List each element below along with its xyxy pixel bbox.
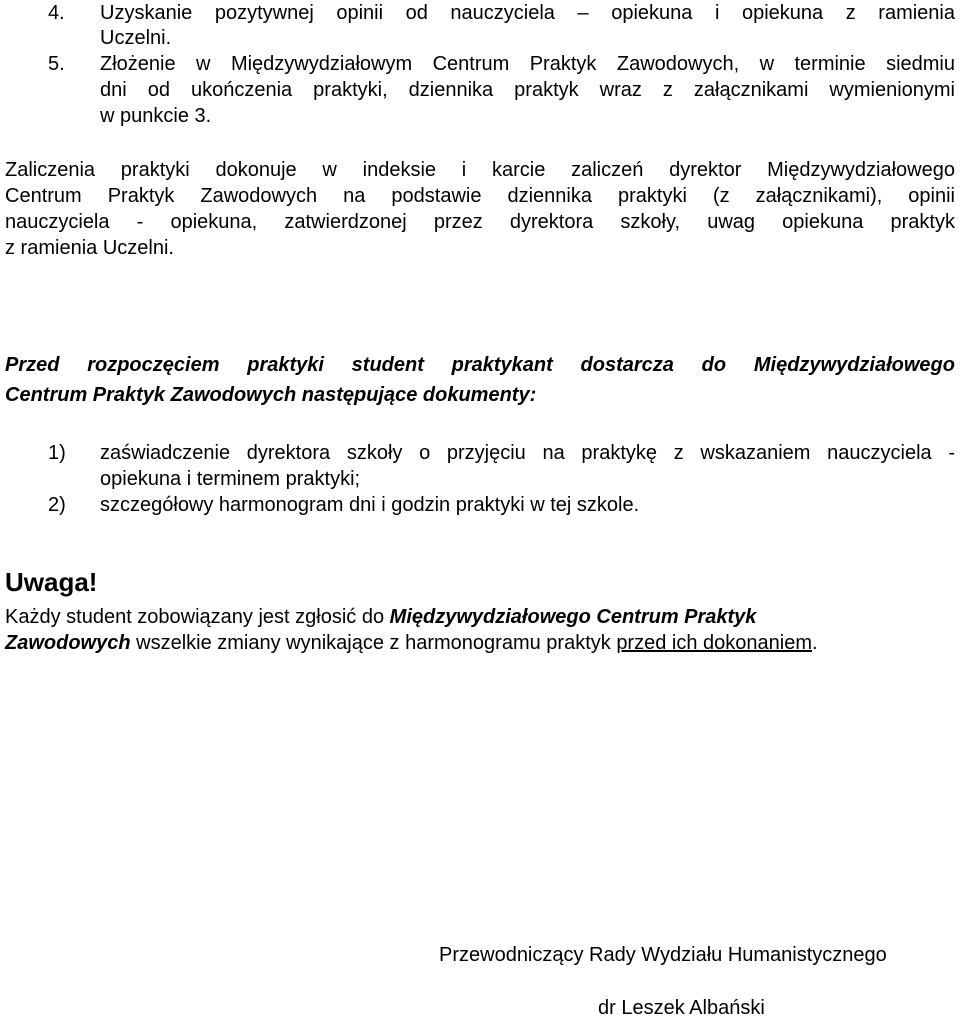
documents-item-1-line-2: opiekuna i terminem praktyki; (100, 468, 361, 490)
documents-item-1-line-1: zaświadczenie dyrektora szkoły o przyjęciu na praktykę z wskazaniem nauczyciela - (100, 442, 955, 464)
note-text: Każdy student zobowiązany jest zgłosić do (5, 606, 390, 628)
list-number: 2) (48, 494, 66, 516)
note-text: . (812, 632, 818, 654)
signature-name: dr Leszek Albański (598, 997, 765, 1019)
signature-title: Przewodniczący Rady Wydziału Humanistycznego (439, 944, 887, 966)
note-line-2 (5, 630, 818, 656)
paragraph-line: z ramienia Uczelni. (5, 237, 174, 259)
list-item-4-line-1: Uzyskanie pozytywnej opinii od nauczyciela – opiekuna i opiekuna z ramienia (100, 2, 955, 24)
list-number: 1) (48, 442, 66, 464)
list-item-4-line-2: Uczelni. (100, 27, 172, 49)
list-number: 5. (48, 53, 65, 75)
paragraph-line: Zaliczenia praktyki dokonuje w indeksie i karcie zaliczeń dyrektor Międzywydziałowego (5, 159, 955, 181)
note-line-1 (5, 604, 756, 630)
note-title: Uwaga! (5, 567, 98, 597)
note-text: wszelkie zmiany wynikające z harmonogramu praktyk (130, 632, 617, 654)
list-item-5-line-3: w punkcie 3. (100, 105, 212, 127)
note-emphasis: Międzywydziałowego Centrum Praktyk (389, 606, 757, 628)
heading-line: Przed rozpoczęciem praktyki student praktykant dostarcza do Międzywydziałowego (5, 354, 955, 376)
paragraph-line: nauczyciela - opiekuna, zatwierdzonej przez dyrektora szkoły, uwag opiekuna praktyk (5, 211, 955, 233)
heading-line: Centrum Praktyk Zawodowych następujące dokumenty: (5, 384, 537, 406)
note-underlined: przed ich dokonaniem (616, 632, 812, 654)
documents-item-2-line-1: szczegółowy harmonogram dni i godzin praktyki w tej szkole. (100, 494, 640, 516)
note-emphasis: Zawodowych (5, 632, 131, 654)
list-item-5-line-2: dni od ukończenia praktyki, dziennika praktyk wraz z załącznikami wymienionymi (100, 79, 955, 101)
paragraph-line: Centrum Praktyk Zawodowych na podstawie dziennika praktyki (z załącznikami), opinii (5, 185, 955, 207)
list-item-5-line-1: Złożenie w Międzywydziałowym Centrum Praktyk Zawodowych, w terminie siedmiu (100, 53, 955, 75)
list-number: 4. (48, 2, 65, 24)
